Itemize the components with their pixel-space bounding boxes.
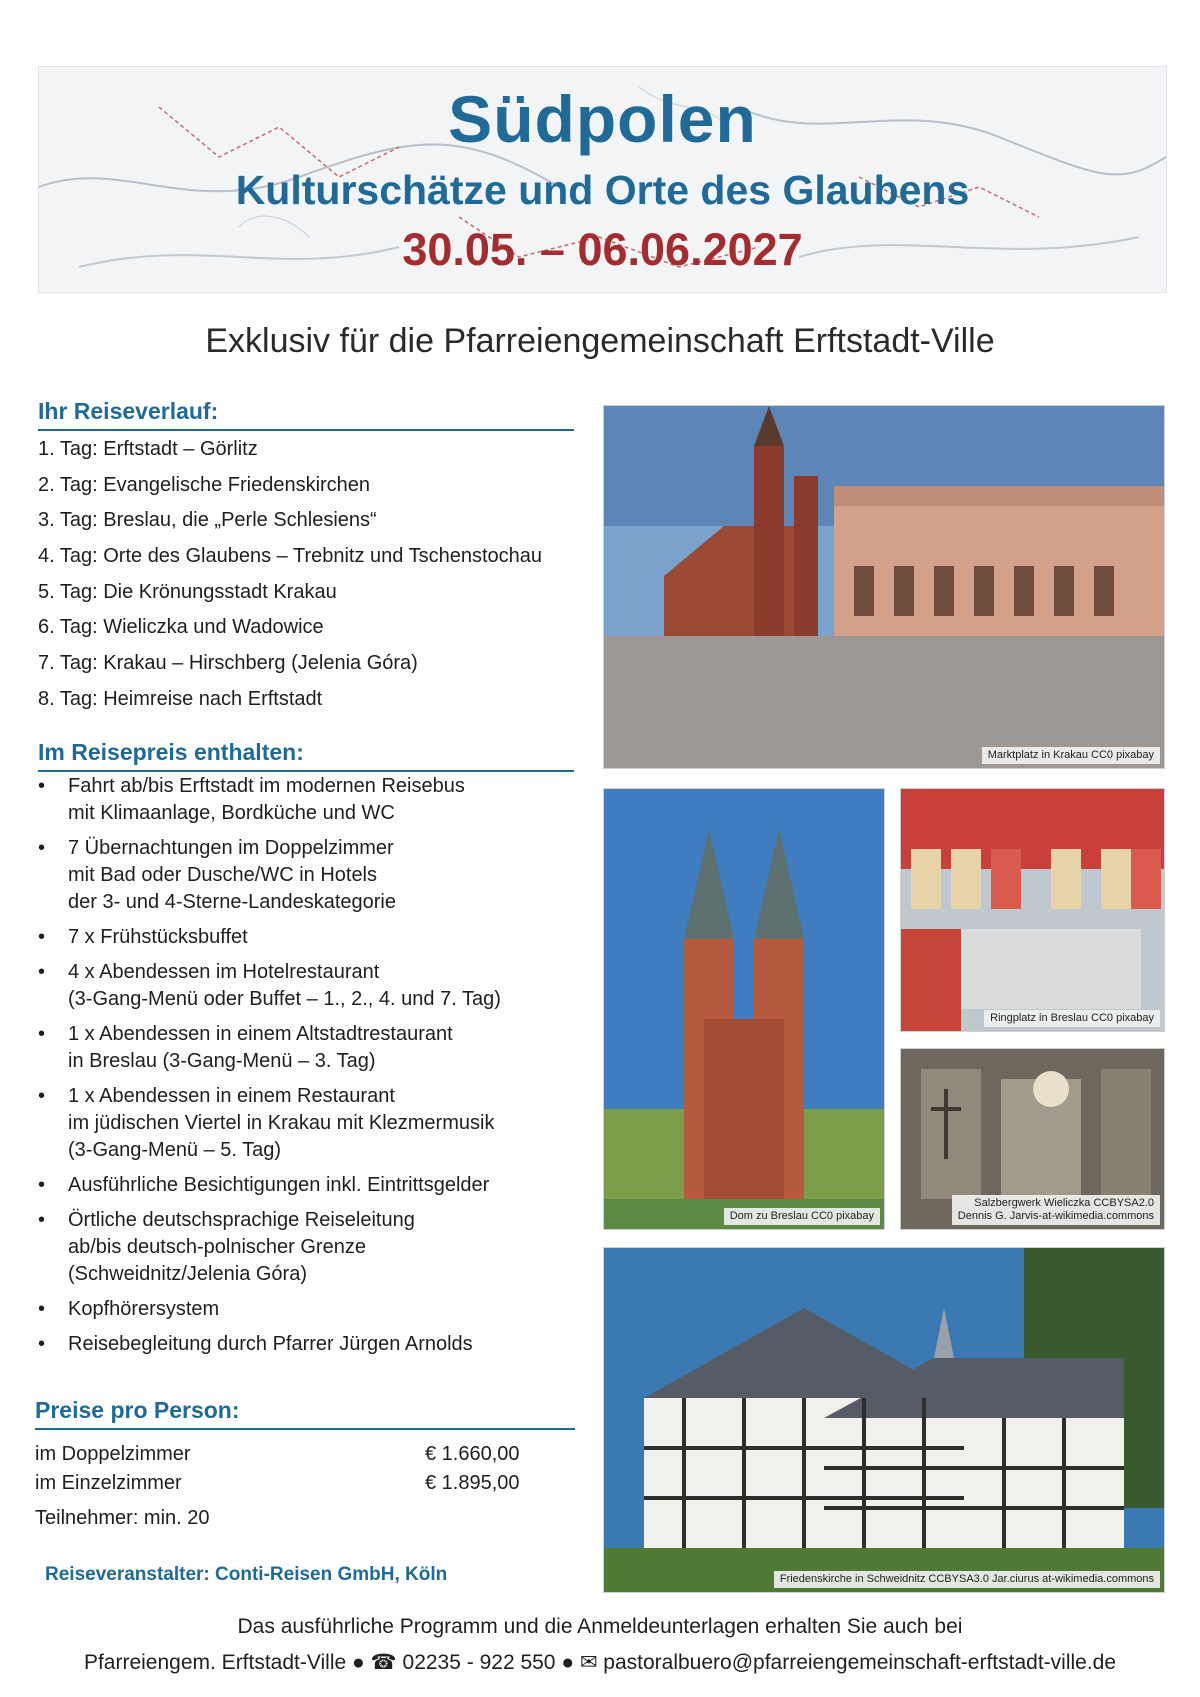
headline: Exklusiv für die Pfarreiengemeinschaft Erftstadt-Ville (205, 322, 995, 360)
photo-caption: Salzbergwerk Wieliczka CCBYSA2.0 Dennis G. Jarvis-at-wikimedia.commons (952, 1195, 1160, 1225)
bullet: • (38, 1174, 46, 1196)
price-row-single (35, 1472, 520, 1495)
bullet: • (38, 1333, 46, 1355)
itinerary-day: 1. Tag: Erftstadt – Görlitz (38, 438, 258, 460)
itinerary-list (38, 432, 542, 718)
travel-dates: 30.05. – 06.06.2027 (402, 224, 803, 275)
price-value: € 1.895,00 (425, 1472, 520, 1494)
itinerary-day: 2. Tag: Evangelische Friedenskirchen (38, 473, 371, 496)
list-item: • 7 Übernachtungen im Doppelzimmer mit Bad oder Dusche/WC in Hotels der 3- und 4-Sterne-Landeskategorie (38, 837, 396, 913)
list-item: • Örtliche deutschsprachige Reiseleitung ab/bis deutsch-polnischer Grenze (Schweidnitz/Jelenia Góra) (38, 1209, 415, 1285)
list-item: • 1 x Abendessen in einem Restaurant im jüdischen Viertel in Krakau mit Klezmermusik (3-Gang-Menü – 5. Tag) (38, 1085, 495, 1161)
photo-friedenskirche (603, 1247, 1165, 1593)
price-row-double (35, 1443, 520, 1466)
itinerary-day: 8. Tag: Heimreise nach Erftstadt (38, 687, 323, 710)
bullet: • (38, 1298, 46, 1320)
friedenskirche-image (604, 1248, 1164, 1592)
organizer: Reiseveranstalter: Conti-Reisen GmbH, Köln (45, 1564, 448, 1585)
itinerary-day: 4. Tag: Orte des Glaubens – Trebnitz und Tschenstochau (38, 545, 543, 568)
itinerary-day: 6. Tag: Wieliczka und Wadowice (38, 616, 324, 639)
photo-ringplatz (900, 788, 1165, 1032)
list-item: • 1 x Abendessen in einem Altstadtrestaurant in Breslau (3-Gang-Menü – 3. Tag) (38, 1023, 453, 1072)
photo-caption: Ringplatz in Breslau CC0 pixabay (984, 1010, 1160, 1027)
photo-wieliczka (900, 1048, 1165, 1230)
banner-title: Südpolen (448, 82, 757, 156)
included-list (38, 773, 578, 1366)
banner-subtitle: Kulturschätze und Orte des Glaubens (235, 167, 970, 213)
bullet: • (38, 1023, 46, 1045)
bullet: • (38, 961, 46, 983)
photo-krakow-market-square (603, 405, 1165, 769)
title-banner (38, 66, 1167, 293)
photo-caption: Dom zu Breslau CC0 pixabay (724, 1208, 880, 1225)
cathedral-image (604, 789, 884, 1229)
itinerary-day: 5. Tag: Die Krönungsstadt Krakau (38, 580, 337, 603)
included-heading: Im Reisepreis enthalten: (38, 739, 574, 772)
itinerary-day: 3. Tag: Breslau, die „Perle Schlesiens“ (38, 509, 377, 532)
list-item: • Kopfhörersystem (38, 1296, 578, 1323)
itinerary-day: 7. Tag: Krakau – Hirschberg (Jelenia Góra) (38, 652, 418, 675)
footer-info: Das ausführliche Programm und die Anmeldeunterlagen erhalten Sie auch bei (237, 1615, 963, 1638)
bullet: • (38, 837, 46, 859)
list-item: • Ausführliche Besichtigungen inkl. Eintrittsgelder (38, 1172, 578, 1199)
list-item: • 7 x Frühstücksbuffet (38, 924, 578, 951)
photo-caption: Marktplatz in Krakau CC0 pixabay (982, 747, 1160, 764)
bullet: • (38, 1085, 46, 1107)
list-item: • Fahrt ab/bis Erftstadt im modernen Reisebus mit Klimaanlage, Bordküche und WC (38, 775, 465, 824)
krakow-image (604, 406, 1164, 768)
list-item: • 4 x Abendessen im Hotelrestaurant (3-Gang-Menü oder Buffet – 1., 2., 4. und 7. Tag) (38, 961, 501, 1010)
bullet: • (38, 1209, 46, 1231)
list-item: • Reisebegleitung durch Pfarrer Jürgen Arnolds (38, 1331, 578, 1358)
prices-heading: Preise pro Person: (35, 1397, 575, 1430)
price-value: € 1.660,00 (425, 1443, 520, 1465)
bullet: • (38, 775, 46, 797)
itinerary-heading: Ihr Reiseverlauf: (38, 398, 574, 431)
footer-contact: Pfarreiengem. Erftstadt-Ville ● ☎ 02235 - 922 550 ● ✉ pastoralbuero@pfarreiengemeinschaft-erftstadt-ville.de (83, 1651, 1117, 1674)
bullet: • (38, 926, 46, 948)
ringplatz-image (901, 789, 1164, 1031)
price-label: im Doppelzimmer (35, 1443, 191, 1465)
photo-caption: Friedenskirche in Schweidnitz CCBYSA3.0 Jar.ciurus at-wikimedia.commons (774, 1571, 1160, 1588)
photo-breslau-cathedral (603, 788, 885, 1230)
participants: Teilnehmer: min. 20 (35, 1507, 210, 1529)
price-label: im Einzelzimmer (35, 1472, 182, 1494)
